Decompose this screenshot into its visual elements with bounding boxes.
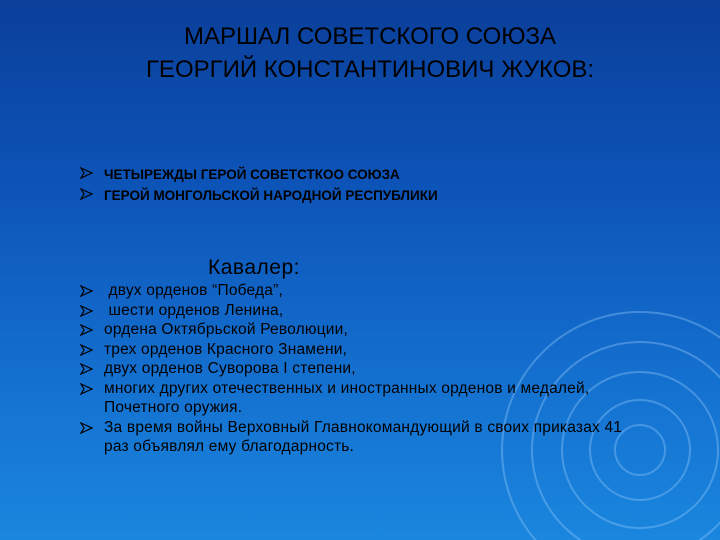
list-item	[80, 164, 438, 185]
list-item-text: трех орденов Красного Знамени,	[104, 340, 348, 358]
list-item	[80, 418, 640, 457]
arrow-bullet-icon	[80, 363, 94, 375]
list-item	[80, 379, 640, 418]
list-item-text: двух орденов Суворова I степени,	[104, 360, 356, 377]
arrow-bullet-icon	[80, 422, 94, 434]
arrow-bullet-icon	[80, 324, 94, 336]
list-item	[80, 281, 640, 301]
arrow-bullet-icon	[80, 188, 94, 200]
title-line-1: МАРШАЛ СОВЕТСКОГО СОЮЗА	[183, 23, 557, 50]
arrow-bullet-icon	[80, 285, 94, 297]
awards-list	[80, 281, 640, 457]
arrow-bullet-icon	[80, 383, 94, 395]
list-item	[80, 359, 640, 379]
list-item	[80, 340, 640, 360]
list-item	[80, 320, 640, 340]
list-item-text: ордена Октябрьской Революции,	[104, 321, 348, 338]
arrow-bullet-icon	[80, 305, 94, 317]
arrow-bullet-icon	[80, 167, 94, 179]
arrow-bullet-icon	[80, 344, 94, 356]
list-item	[80, 185, 438, 206]
list-item-text: двух орденов “Победа”,	[104, 282, 283, 299]
page-title	[40, 20, 700, 86]
title-line-2: ГЕОРГИЙ КОНСТАНТИНОВИЧ ЖУКОВ:	[145, 56, 595, 83]
list-item-text: ГЕРОЙ МОНГОЛЬСКОЙ НАРОДНОЙ РЕСПУБЛИКИ	[104, 188, 438, 203]
list-item	[80, 301, 640, 321]
list-item-text: ЧЕТЫРЕЖДЫ ГЕРОЙ СОВЕТСТКОО СОЮЗА	[104, 167, 400, 182]
list-item-text: За время войны Верховный Главнокомандующий в своих приказах 41 раз объявлял ему благодарность.	[104, 418, 623, 455]
hero-titles-list	[80, 164, 438, 206]
subheading: Кавалер:	[208, 256, 300, 279]
list-item-text: многих других отечественных и иностранных орденов и медалей, Почетного оружия.	[104, 379, 590, 416]
list-item-text: шести орденов Ленина,	[104, 301, 284, 319]
